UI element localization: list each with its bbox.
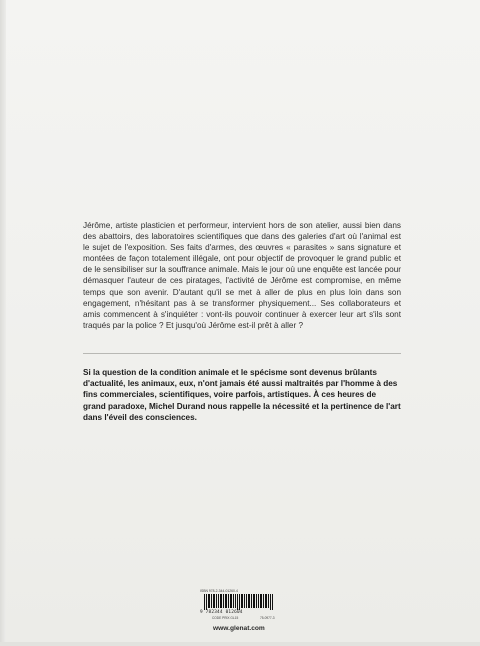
barcode-digits: 9 782344 012604 (200, 610, 243, 615)
barcode-block (200, 589, 282, 621)
divider-line (83, 353, 401, 354)
cover-bottom-edge (0, 642, 480, 646)
isbn-text: ISBN 978-2-344-01260-4 (200, 589, 238, 593)
barcode-icon (200, 594, 282, 610)
editorial-highlight-text: Si la question de la condition animale et le spécisme sont devenus brûlants d'actualité, les animaux, eux, n'ont jamais été aussi maltraités par l'homme à des fins commerciales, scientifiques, voire parfois, artistiques. À ces heures de grand paradoxe, Michel Durand nous rappelle la nécessité et la pertinence de l'art dans l'éveil des consciences. (83, 368, 401, 422)
price-code: CODE PRIX GL15 (212, 616, 239, 620)
publisher-website: www.glenat.com (213, 625, 265, 632)
synopsis-text: Jérôme, artiste plasticien et performeur, intervient hors de son atelier, aussi bien dans des abattoirs, des laboratoires scientifiques que dans des galeries d'art où l'animal est le sujet de l'exposition. Ses faits d'armes, des œuvres « parasites » sans signature et montées de façon totalement illégale, ont pour objectif de provoquer le grand public et de le sensibiliser sur la souffrance animale. Mais le jour où une enquête est lancée pour démasquer l'auteur de ces piratages, l'activité de Jérôme est compromise, en même temps que son avenir. D'autant qu'il se met à aller de plus en plus loin dans son engagement, n'hésitant pas à se transformer physiquement... Ses collaborateurs et amis commencent à s'inquiéter : vont-ils pouvoir continuer à exercer leur art s'ils sont traqués par la police ? Et jusqu'où Jérôme est-il prêt à aller ? (83, 221, 401, 330)
reference-code: 75-0977-3 (260, 616, 275, 620)
cover-spine-edge (0, 0, 6, 646)
